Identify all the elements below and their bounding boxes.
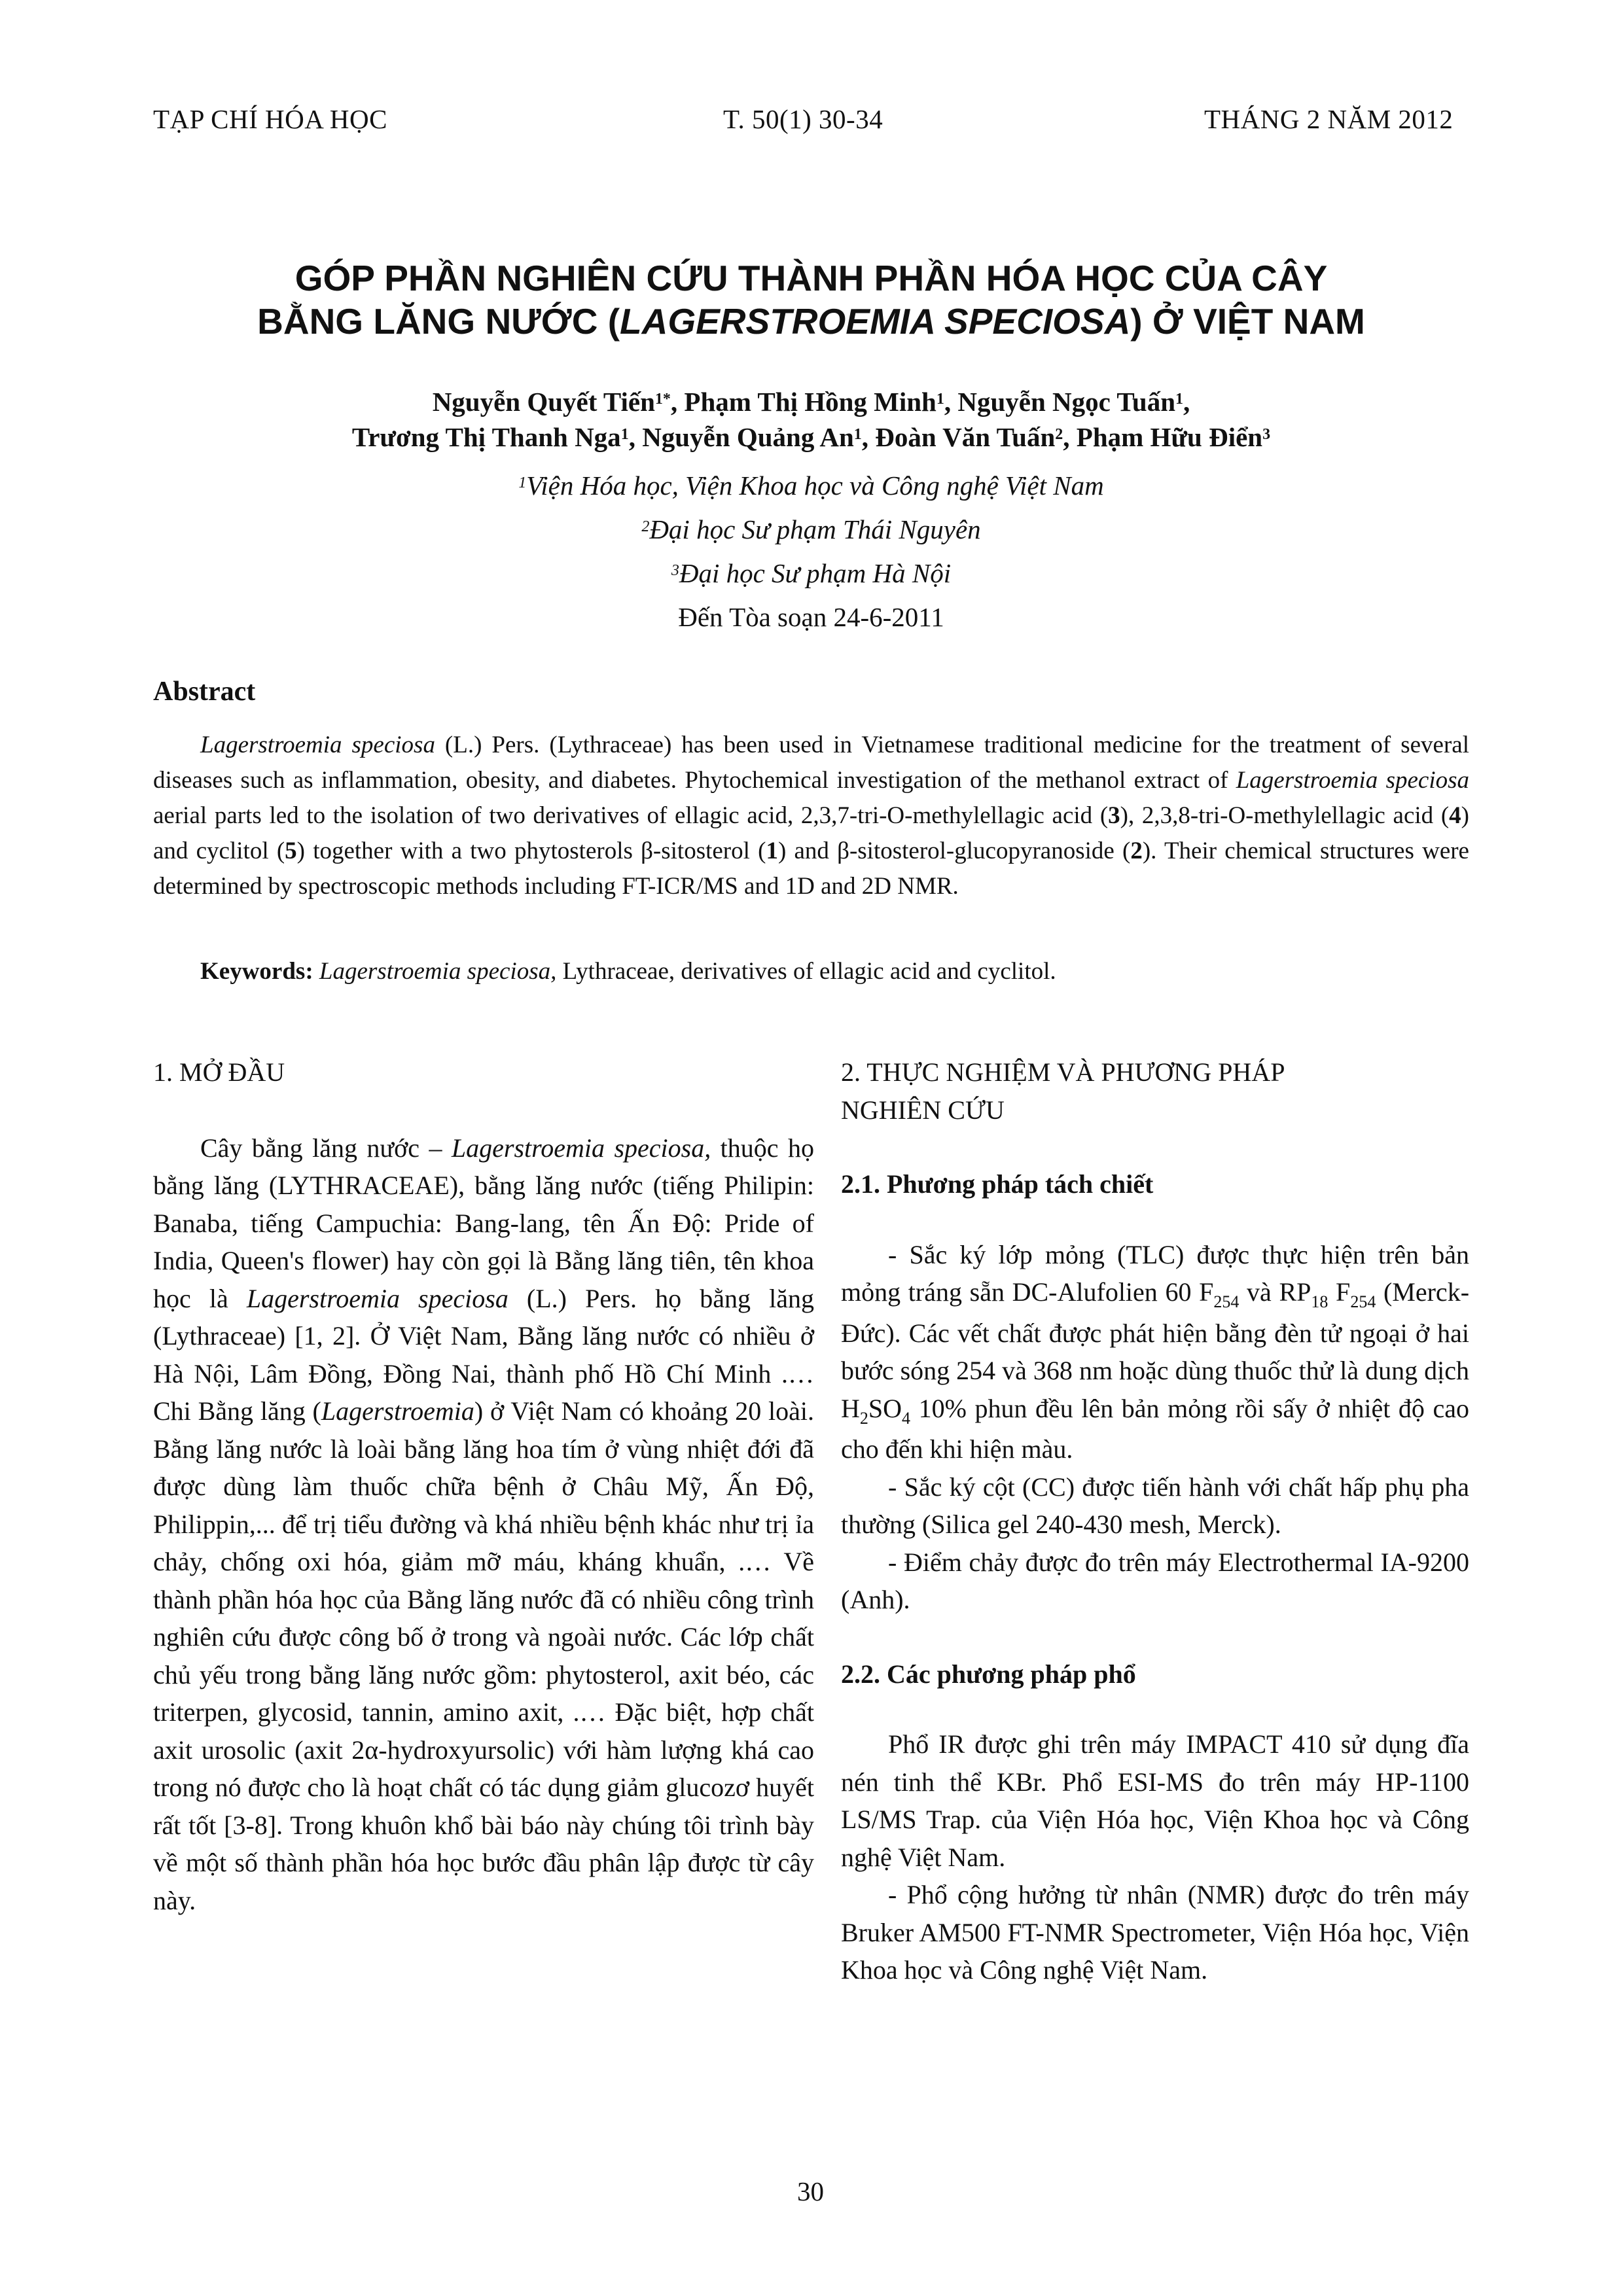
author-affiliation: 1*	[654, 391, 671, 408]
affiliation-number: 3	[671, 562, 679, 579]
body-text: - Phổ cộng hưởng từ nhân (NMR) được đo trên máy Bruker AM500 FT-NMR Spectrometer, Viện Hóa học, Viện Khoa học và Công nghệ Việt Nam.	[841, 1880, 1469, 1985]
author-name: Đoàn Văn Tuấn	[875, 422, 1056, 452]
heading-line: 2. THỰC NGHIỆM VÀ PHƯƠNG PHÁP	[841, 1057, 1285, 1087]
left-column	[153, 1053, 814, 1919]
body-text: và RP	[1239, 1277, 1311, 1307]
author-separator: ,	[944, 387, 958, 417]
subsection-heading-extraction: 2.1. Phương pháp tách chiết	[841, 1169, 1154, 1199]
author-affiliation: 1	[1175, 391, 1184, 408]
compound-number: 1	[766, 838, 778, 864]
journal-name: TẠP CHÍ HÓA HỌC	[153, 104, 387, 134]
authors-line-2	[153, 417, 1469, 457]
affiliation-number: 1	[518, 474, 527, 491]
keywords	[153, 954, 1469, 989]
keywords-species: Lagerstroemia speciosa,	[313, 958, 557, 985]
abstract-text: ). Their chemical structures were determined by spectroscopic methods including FT-ICR/MS and 1D and 2D NMR.	[153, 838, 1469, 900]
affiliation-text: Đại học Sư phạm Thái Nguyên	[649, 514, 981, 544]
affiliation-1	[153, 466, 1469, 505]
affiliation-2	[153, 510, 1469, 549]
author-name: Phạm Hữu Điển	[1076, 422, 1263, 452]
page-number: 30	[797, 2176, 824, 2206]
author-affiliation: 2	[1055, 426, 1063, 443]
author-affiliation: 1	[936, 391, 944, 408]
title-line-1: GÓP PHẦN NGHIÊN CỨU THÀNH PHẦN HÓA HỌC CỦA CÂY	[294, 258, 1328, 298]
right-column	[841, 1053, 1469, 1989]
body-text: (Merck-Đức). Các vết chất được phát hiện bằng đèn tử ngoại ở hai bước sóng 254 và 368 nm hoặc dùng thuốc thử là dung dịch H	[841, 1277, 1470, 1423]
intro-text: (L.) Pers. họ bằng lăng (Lythraceae) [1, 2]. Ở Việt Nam, Bằng lăng nước có nhiều ở Hà Nội, Lâm Đồng, Đồng Nai, thành phố Hồ Chí Minh .… Chi Bằng lăng (	[153, 1283, 814, 1426]
compound-number: 2	[1130, 838, 1143, 864]
compound-number: 3	[1108, 802, 1120, 829]
author-separator: ,	[1063, 422, 1077, 452]
ir-ms-paragraph	[841, 1725, 1469, 1876]
affiliation-3	[153, 554, 1469, 593]
nmr-paragraph	[841, 1876, 1469, 1989]
body-text: Phổ IR được ghi trên máy IMPACT 410 sử dụng đĩa nén tinh thể KBr. Phổ ESI-MS đo trên máy HP-1100 LS/MS Trap. của Viện Hóa học, Viện Khoa học và Công nghệ Việt Nam.	[841, 1729, 1469, 1872]
body-text: - Sắc ký lớp mỏng (TLC) được thực hiện trên bản mỏng tráng sẵn DC-Alufolien 60 F	[841, 1239, 1469, 1307]
introduction-paragraph	[153, 1129, 814, 1920]
affiliation-number: 2	[641, 518, 650, 535]
subscript: 254	[1213, 1292, 1240, 1311]
melting-point-paragraph	[841, 1544, 1469, 1619]
body-text: SO	[868, 1393, 902, 1423]
author-name: Trương Thị Thanh Nga	[351, 422, 621, 452]
author-separator: ,	[861, 422, 876, 452]
authors-line-1	[153, 382, 1469, 421]
intro-text: thuộc họ bằng lăng (LYTHRACEAE), bằng lăng nước (tiếng Philipin: Banaba, tiếng Campuchia: Bang-lang, tên Ấn Độ: Pride of India, Queen's flower) hay còn gọi là Bằng lăng tiên, tên khoa học là	[153, 1133, 814, 1313]
author-name: Nguyễn Quyết Tiến	[432, 387, 655, 417]
title-line-2-post: ) Ở VIỆT NAM	[1130, 301, 1365, 342]
author-affiliation: 3	[1262, 426, 1271, 443]
volume-pages: T. 50(1) 30-34	[723, 104, 883, 134]
keywords-label: Keywords:	[200, 958, 313, 985]
author-separator: ,	[670, 387, 685, 417]
affiliation-text: Đại học Sư phạm Hà Nội	[679, 558, 952, 588]
heading-line: NGHIÊN CỨU	[841, 1095, 1005, 1125]
abstract-heading: Abstract	[153, 677, 256, 707]
abstract-text: ), 2,3,8-tri-O-methylellagic acid (	[1120, 802, 1450, 829]
intro-text: ) ở Việt Nam có khoảng 20 loài. Bằng lăng nước là loài bằng lăng hoa tím ở vùng nhiệt đới đã được dùng làm thuốc chữa bệnh ở Châu Mỹ, Ấn Độ, Philippin,... để trị tiểu đường và khá nhiều bệnh khác như trị ỉa chảy, chống oxi hóa, giảm mỡ máu, kháng khuẩn, .… Về thành phần hóa học của Bằng lăng nước đã có nhiều công trình nghiên cứu được công bố ở trong và ngoài nước. Các lớp chất chủ yếu trong bằng lăng nước gồm: phytosterol, axit béo, các triterpen, glycosid, tannin, amino axit, .… Đặc biệt, hợp chất axit urosolic (axit 2α-hydroxyursolic) với hàm lượng khá cao trong nó được cho là hoạt chất có tác dụng giảm glucozơ huyết rất tốt [3-8]. Trong khuôn khổ bài báo này chúng tôi trình bày về một số thành phần hóa học bước đầu phân lập được từ cây này.	[153, 1396, 814, 1915]
author-separator: ,	[1183, 387, 1190, 417]
cc-paragraph	[841, 1468, 1469, 1544]
genus-name: Lagerstroemia	[321, 1396, 474, 1426]
title-line-2	[153, 300, 1469, 343]
compound-number: 4	[1449, 802, 1461, 829]
subscript: 4	[902, 1408, 911, 1428]
section-heading-experimental	[841, 1053, 1469, 1129]
author-affiliation: 1	[853, 426, 862, 443]
section-heading-introduction: 1. MỞ ĐẦU	[153, 1057, 285, 1087]
species-name: Lagerstroemia speciosa,	[451, 1133, 711, 1163]
author-name: Nguyễn Quảng An	[642, 422, 854, 452]
subscript: 254	[1350, 1292, 1376, 1311]
subsection-heading-spectra: 2.2. Các phương pháp phổ	[841, 1659, 1136, 1689]
abstract-text: ) together with a two phytosterols β-sitosterol (	[296, 838, 766, 864]
received-date: Đến Tòa soạn 24-6-2011	[678, 602, 944, 632]
title-line-2-pre: BẰNG LĂNG NƯỚC (	[257, 301, 620, 342]
subscript: 2	[859, 1408, 868, 1428]
body-text: F	[1328, 1277, 1351, 1307]
compound-number: 5	[285, 838, 297, 864]
intro-text: Cây bằng lăng nước –	[200, 1133, 452, 1163]
abstract-text: ) and β-sitosterol-glucopyranoside (	[777, 838, 1131, 864]
abstract-paragraph	[153, 728, 1469, 904]
species-name: Lagerstroemia speciosa	[1236, 767, 1469, 794]
affiliation-text: Viện Hóa học, Viện Khoa học và Công nghệ Việt Nam	[526, 470, 1104, 501]
abstract-text: aerial parts led to the isolation of two derivatives of ellagic acid, 2,3,7-tri-O-methylellagic acid (	[153, 802, 1109, 829]
subscript: 18	[1311, 1292, 1329, 1311]
author-affiliation: 1	[620, 426, 629, 443]
abstract-text: (L.) Pers. (Lythraceae) has been used in Vietnamese traditional medicine for the treatment of several diseases such as inflammation, obesity, and diabetes. Phytochemical investigation of the methanol extract of	[153, 732, 1469, 794]
body-text: - Sắc ký cột (CC) được tiến hành với chất hấp phụ pha thường (Silica gel 240-430 mesh, Merck).	[841, 1472, 1469, 1539]
abstract-text: ) and cyclitol (	[153, 802, 1469, 864]
body-text: - Điểm chảy được đo trên máy Electrothermal IA-9200 (Anh).	[841, 1547, 1469, 1614]
issue-date: THÁNG 2 NĂM 2012	[1204, 104, 1454, 134]
author-separator: ,	[628, 422, 643, 452]
species-name: Lagerstroemia speciosa	[246, 1283, 508, 1313]
keywords-text: Lythraceae, derivatives of ellagic acid and cyclitol.	[556, 958, 1056, 985]
species-name: Lagerstroemia speciosa	[200, 732, 435, 758]
author-name: Phạm Thị Hồng Minh	[684, 387, 936, 417]
body-text: 10% phun đều lên bản mỏng rồi sấy ở nhiệt độ cao cho đến khi hiện màu.	[841, 1393, 1469, 1464]
tlc-paragraph	[841, 1236, 1469, 1468]
title-species: LAGERSTROEMIA SPECIOSA	[620, 301, 1131, 342]
author-name: Nguyễn Ngọc Tuấn	[957, 387, 1176, 417]
